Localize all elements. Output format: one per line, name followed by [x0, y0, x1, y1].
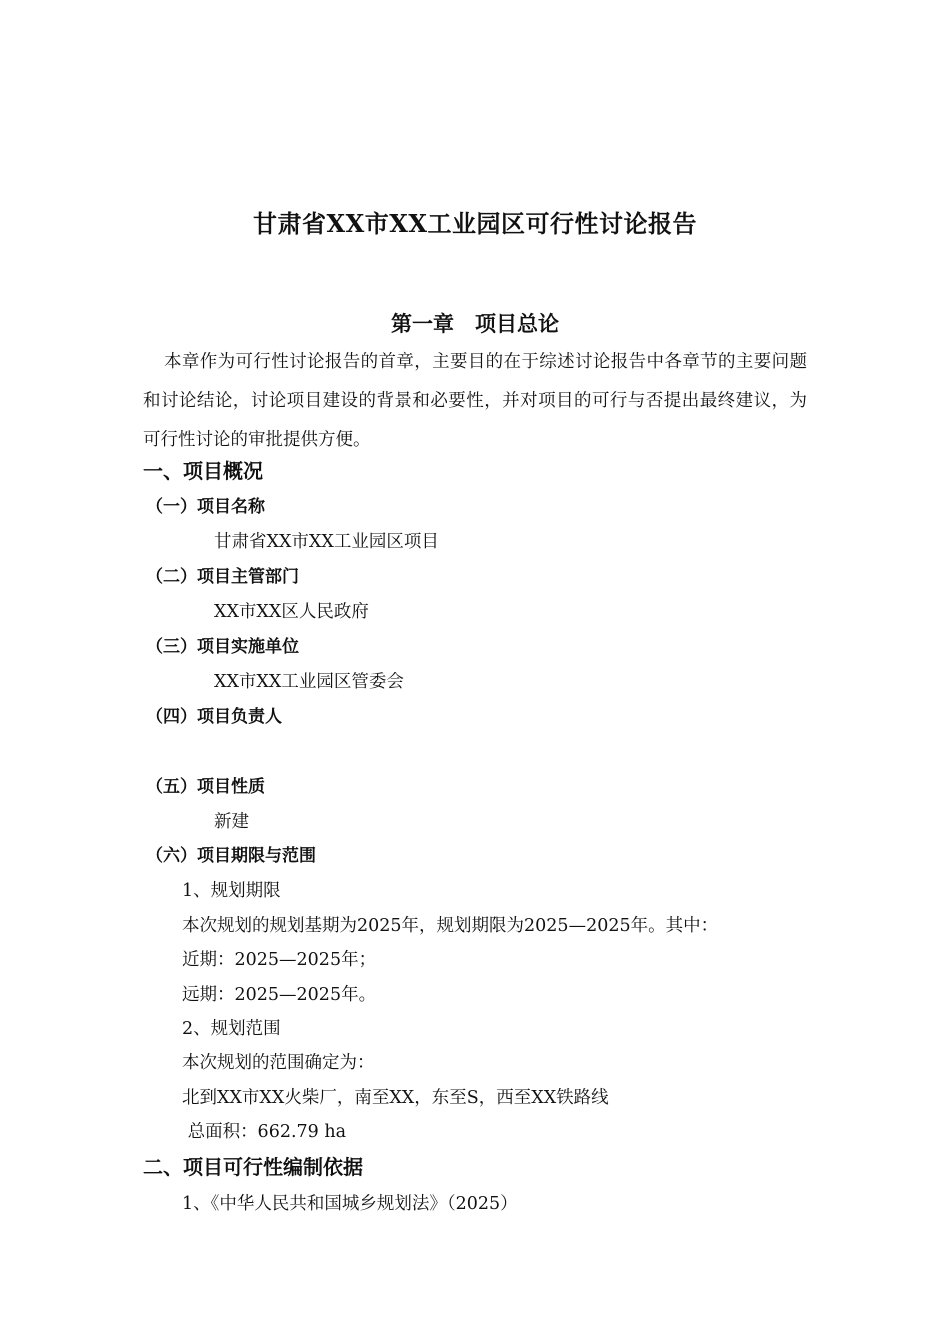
- term-line-base-period: 本次规划的规划基期为2025年，规划期限为2025—2025年。其中：: [182, 916, 719, 936]
- subheading-supervising-department: （二）项目主管部门: [146, 567, 299, 587]
- value-project-name: 甘肃省XX市XX工业园区项目: [214, 532, 439, 552]
- term-line-near-term: 近期：2025—2025年；: [182, 950, 377, 970]
- value-project-nature: 新建: [214, 812, 249, 832]
- term-line-long-term: 远期：2025—2025年。: [182, 985, 377, 1005]
- subheading-implementing-unit: （三）项目实施单位: [146, 637, 299, 657]
- value-supervising-department: XX市XX区人民政府: [214, 602, 369, 622]
- basis-item-urban-rural-planning-law: 1、《中华人民共和国城乡规划法》（2025）: [182, 1194, 518, 1214]
- chapter-title: 第一章 项目总论: [391, 311, 559, 336]
- scope-line-intro: 本次规划的范围确定为：: [182, 1053, 375, 1073]
- subheading-project-name: （一）项目名称: [146, 497, 265, 517]
- subheading-project-nature: （五）项目性质: [146, 777, 265, 797]
- scope-label: 2、规划范围: [182, 1019, 281, 1039]
- document-title: 甘肃省XX市XX工业园区可行性讨论报告: [253, 209, 697, 238]
- term-label: 1、规划期限: [182, 881, 281, 901]
- scope-line-total-area: 总面积：662.79 ha: [182, 1122, 347, 1142]
- subheading-term-and-scope: （六）项目期限与范围: [146, 846, 316, 866]
- section-heading-basis: 二、项目可行性编制依据: [143, 1155, 363, 1179]
- scope-line-boundaries: 北到XX市XX火柴厂，南至XX，东至S，西至XX铁路线: [182, 1088, 609, 1108]
- chapter-intro-paragraph: 本章作为可行性讨论报告的首章，主要目的在于综述讨论报告中各章节的主要问题和讨论结论，讨论项目建设的背景和必要性，并对项目的可行与否提出最终建议，为可行性讨论的审批提供方便。: [143, 352, 807, 450]
- value-implementing-unit: XX市XX工业园区管委会: [214, 672, 404, 692]
- section-heading-overview: 一、项目概况: [143, 459, 263, 483]
- subheading-project-leader: （四）项目负责人: [146, 707, 282, 727]
